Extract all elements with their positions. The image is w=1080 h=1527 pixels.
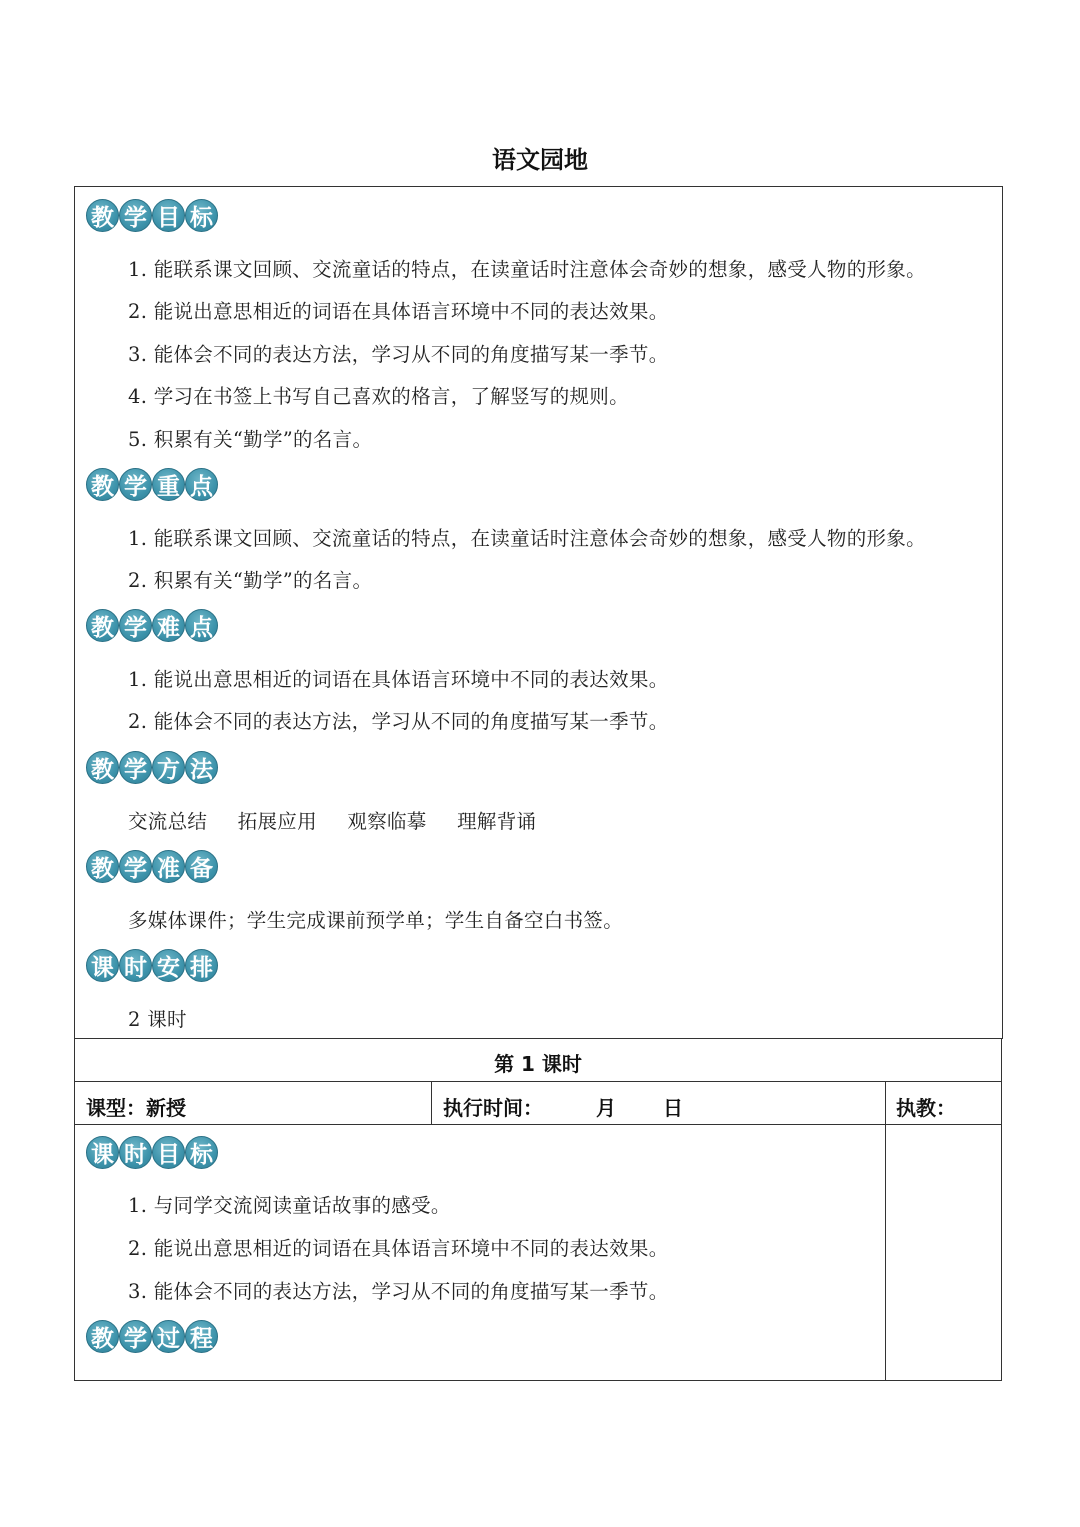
badge-char: 学	[119, 850, 152, 883]
method-item: 观察临摹	[347, 810, 427, 833]
badge-char: 过	[152, 1320, 185, 1353]
lesson-heading: 第 1 课时	[494, 1052, 582, 1076]
badge-char: 难	[152, 609, 185, 642]
badge-char: 学	[119, 751, 152, 784]
badge-char: 重	[152, 468, 185, 501]
table-border-left	[74, 1038, 75, 1381]
lesson-objective-item: 2. 能说出意思相近的词语在具体语言环境中不同的表达效果。	[128, 1237, 669, 1260]
table-divider	[74, 1081, 1002, 1082]
table-divider	[74, 1038, 1002, 1039]
month-label: 月	[596, 1096, 616, 1120]
badge-char: 教	[86, 751, 119, 784]
goal-item: 2. 能说出意思相近的词语在具体语言环境中不同的表达效果。	[128, 300, 669, 323]
badge-char: 教	[86, 1320, 119, 1353]
badge-char: 标	[185, 199, 218, 232]
lesson-objective-item: 3. 能体会不同的表达方法，学习从不同的角度描写某一季节。	[128, 1280, 669, 1303]
badge-char: 排	[185, 949, 218, 982]
table-divider	[74, 1124, 1002, 1125]
badge-char: 教	[86, 850, 119, 883]
difficulty-item: 1. 能说出意思相近的词语在具体语言环境中不同的表达效果。	[128, 668, 669, 691]
execution-time-label: 执行时间：	[443, 1096, 543, 1120]
badge-char: 点	[185, 609, 218, 642]
section-badge-process	[86, 1320, 218, 1353]
lesson-type: 课型：新授	[86, 1096, 186, 1120]
goal-item: 5. 积累有关“勤学”的名言。	[128, 428, 373, 451]
badge-char: 学	[119, 199, 152, 232]
badge-char: 标	[185, 1136, 218, 1169]
table-border-right	[1001, 1038, 1002, 1381]
method-item: 拓展应用	[237, 810, 317, 833]
badge-char: 教	[86, 609, 119, 642]
section-badge-schedule	[86, 949, 218, 982]
badge-char: 教	[86, 468, 119, 501]
key-point-item: 2. 积累有关“勤学”的名言。	[128, 569, 373, 592]
goal-item: 1. 能联系课文回顾、交流童话的特点，在读童话时注意体会奇妙的想象，感受人物的形象。	[128, 258, 926, 281]
badge-char: 法	[185, 751, 218, 784]
method-item: 理解背诵	[457, 810, 537, 833]
methods-list	[128, 806, 560, 834]
section-badge-preparation	[86, 850, 218, 883]
table-divider	[431, 1081, 432, 1124]
section-badge-methods	[86, 751, 218, 784]
badge-char: 备	[185, 850, 218, 883]
day-label: 日	[663, 1096, 683, 1120]
badge-char: 时	[119, 1136, 152, 1169]
badge-char: 教	[86, 199, 119, 232]
section-badge-lesson-objectives	[86, 1136, 218, 1169]
preparation-text: 多媒体课件；学生完成课前预学单；学生自备空白书签。	[128, 909, 624, 932]
badge-char: 方	[152, 751, 185, 784]
table-divider	[74, 1380, 1002, 1381]
method-item: 交流总结	[128, 810, 208, 833]
teacher-label: 执教：	[896, 1096, 956, 1120]
goal-item: 4. 学习在书签上书写自己喜欢的格言，了解竖写的规则。	[128, 385, 629, 408]
badge-char: 课	[86, 949, 119, 982]
badge-char: 准	[152, 850, 185, 883]
schedule-text: 2 课时	[128, 1008, 187, 1031]
badge-char: 目	[152, 199, 185, 232]
section-badge-difficulties	[86, 609, 218, 642]
section-badge-key-points	[86, 468, 218, 501]
difficulty-item: 2. 能体会不同的表达方法，学习从不同的角度描写某一季节。	[128, 710, 669, 733]
table-divider	[885, 1081, 886, 1381]
badge-char: 学	[119, 609, 152, 642]
badge-char: 时	[119, 949, 152, 982]
badge-char: 学	[119, 468, 152, 501]
badge-char: 安	[152, 949, 185, 982]
badge-char: 程	[185, 1320, 218, 1353]
badge-char: 点	[185, 468, 218, 501]
lesson-objective-item: 1. 与同学交流阅读童话故事的感受。	[128, 1194, 451, 1217]
key-point-item: 1. 能联系课文回顾、交流童话的特点，在读童话时注意体会奇妙的想象，感受人物的形象。	[128, 527, 926, 550]
page-title: 语文园地	[492, 146, 588, 174]
badge-char: 学	[119, 1320, 152, 1353]
badge-char: 课	[86, 1136, 119, 1169]
goal-item: 3. 能体会不同的表达方法，学习从不同的角度描写某一季节。	[128, 343, 669, 366]
section-badge-goals	[86, 199, 218, 232]
badge-char: 目	[152, 1136, 185, 1169]
